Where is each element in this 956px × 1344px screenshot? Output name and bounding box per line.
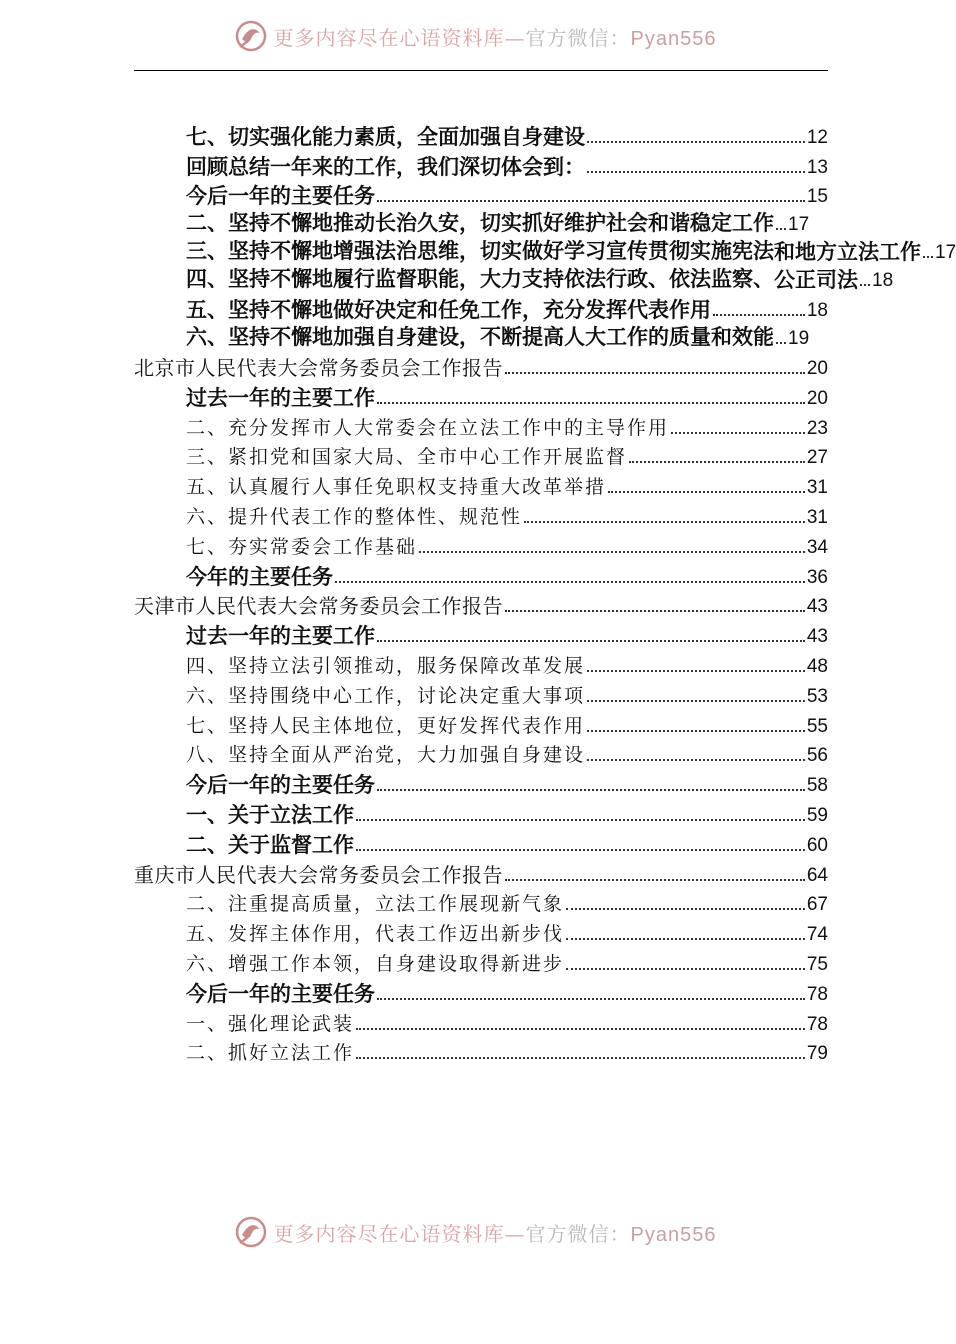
toc-entry[interactable] (134, 590, 828, 620)
toc-page-number: 58 (806, 775, 828, 797)
toc-page-number: 18 (872, 270, 894, 292)
toc-dot-leader (356, 1028, 805, 1030)
brand (234, 1215, 717, 1249)
toc-page-number: 34 (806, 536, 828, 558)
toc-page-number: 17 (935, 242, 956, 264)
toc-dot-leader (335, 581, 805, 583)
toc-page-number: 60 (806, 834, 828, 856)
toc-entry[interactable] (134, 619, 828, 649)
toc-page-number: 18 (806, 300, 828, 322)
toc-entry-title: 一、强化理论武装 (186, 1012, 355, 1035)
toc-page-number: 59 (806, 804, 828, 826)
toc-page-number: 17 (788, 214, 810, 236)
toc-entry[interactable] (134, 1007, 828, 1037)
footer-watermark (0, 1212, 950, 1252)
toc-page-number: 13 (806, 156, 828, 178)
toc-page-number: 79 (806, 1043, 828, 1065)
watermark-wechat-id: Pyan556 (630, 1223, 717, 1246)
toc-entry-title: 一、关于立法工作 (186, 802, 354, 827)
toc-entry-title: 二、关于监督工作 (186, 832, 354, 857)
toc-page-number: 64 (806, 864, 828, 886)
toc-page-number: 78 (806, 1013, 828, 1035)
toc-entry[interactable] (134, 679, 828, 709)
toc-dot-leader (587, 759, 805, 761)
toc-entry-title: 今年的主要任务 (186, 564, 333, 589)
toc-page-number: 53 (806, 685, 828, 707)
toc-entry[interactable] (134, 947, 828, 977)
toc-entry-title: 五、发挥主体作用，代表工作迈出新步伐 (186, 923, 565, 946)
toc-entry[interactable] (134, 120, 828, 150)
toc-dot-leader (587, 171, 805, 173)
brand (234, 19, 717, 53)
toc-entry-title: 过去一年的主要工作 (186, 385, 375, 410)
toc-page-number: 12 (806, 126, 828, 148)
toc-dot-leader (377, 402, 805, 404)
toc-entry[interactable] (134, 441, 828, 471)
toc-entry[interactable] (134, 180, 828, 210)
toc-entry[interactable] (134, 411, 828, 441)
toc-dot-leader (377, 789, 805, 791)
toc-dot-leader (629, 461, 805, 463)
toc-page-number: 67 (806, 894, 828, 916)
toc-entry[interactable] (134, 323, 828, 351)
toc-entry-title: 七、坚持人民主体地位，更好发挥代表作用 (186, 714, 586, 737)
watermark-text (274, 1218, 717, 1247)
toc-entry-title: 天津市人民代表大会常务委员会工作报告 (134, 594, 503, 619)
toc-dot-leader (776, 228, 786, 230)
toc-entry-title: 七、夯实常委会工作基础 (186, 535, 418, 558)
toc-entry-title: 六、提升代表工作的整体性、规范性 (186, 505, 523, 528)
toc-entry-title: 今后一年的主要任务 (186, 981, 375, 1006)
toc-entry-title: 重庆市人民代表大会常务委员会工作报告 (134, 862, 503, 887)
toc-dot-leader (356, 1057, 805, 1059)
toc-entry[interactable] (134, 798, 828, 828)
watermark-name: 更多内容尽在心语资料库 (273, 1221, 505, 1246)
toc-dot-leader (587, 670, 805, 672)
toc-entry[interactable] (134, 828, 828, 858)
watermark-wechat-label: 官方微信： (525, 1221, 631, 1246)
toc-entry-continuation (774, 209, 809, 237)
toc-entry[interactable] (134, 265, 894, 293)
toc-entry[interactable] (134, 977, 828, 1007)
toc-entry[interactable] (134, 293, 828, 323)
toc-entry[interactable] (134, 709, 828, 739)
toc-dot-leader (505, 610, 805, 612)
toc-page-number: 43 (806, 626, 828, 648)
toc-entry-title: 二、坚持不懈地推动长治久安，切实抓好维护社会和谐稳定工作 (186, 211, 774, 236)
toc-entry[interactable] (134, 768, 828, 798)
toc-entry-title: 五、认真履行人事任免职权支持重大改革举措 (186, 476, 607, 499)
toc-entry[interactable] (134, 351, 828, 381)
toc-entry[interactable] (134, 150, 828, 180)
toc-entry-title: 今后一年的主要任务 (186, 184, 375, 209)
toc-dot-leader (587, 700, 805, 702)
toc-entry-title-cont: 公正司法 (774, 268, 858, 293)
toc-entry[interactable] (134, 381, 828, 411)
toc-entry-title: 过去一年的主要工作 (186, 624, 375, 649)
toc-dot-leader (419, 551, 805, 553)
toc-dot-leader (776, 342, 786, 344)
table-of-contents (134, 120, 956, 1066)
toc-dot-leader (713, 314, 805, 316)
toc-dot-leader (587, 730, 805, 732)
toc-dot-leader (566, 908, 805, 910)
toc-page-number: 75 (806, 953, 828, 975)
toc-dot-leader (566, 968, 805, 970)
toc-entry-continuation (774, 323, 809, 351)
toc-page-number: 20 (806, 357, 828, 379)
toc-entry-title: 三、紧扣党和国家大局、全市中心工作开展监督 (186, 446, 628, 469)
toc-entry[interactable] (134, 530, 828, 560)
toc-page-number: 23 (806, 417, 828, 439)
toc-dot-leader (608, 491, 805, 493)
toc-entry-title: 北京市人民代表大会常务委员会工作报告 (134, 355, 503, 380)
toc-entry-continuation (774, 265, 893, 293)
toc-dot-leader (923, 256, 933, 258)
toc-entry-title: 八、坚持全面从严治党，大力加强自身建设 (186, 744, 586, 767)
watermark-wechat-label: 官方微信： (525, 25, 631, 50)
toc-page-number: 43 (806, 596, 828, 618)
toc-entry[interactable] (134, 858, 828, 888)
toc-page-number: 56 (806, 745, 828, 767)
toc-page-number: 48 (806, 655, 828, 677)
toc-page-number: 15 (806, 186, 828, 208)
brand-logo-icon (234, 1215, 268, 1249)
toc-dot-leader (566, 938, 805, 940)
watermark-sep: — (504, 1221, 526, 1246)
toc-entry-title: 六、坚持不懈地加强自身建设，不断提高人大工作的质量和效能 (186, 325, 774, 350)
toc-entry-title-cont: 和地方立法工作 (774, 240, 921, 265)
toc-page-number: 27 (806, 447, 828, 469)
header-rule (134, 70, 828, 71)
toc-entry-title: 七、切实强化能力素质，全面加强自身建设 (186, 124, 585, 149)
toc-dot-leader (671, 432, 805, 434)
toc-page-number: 36 (806, 566, 828, 588)
watermark-wechat-id: Pyan556 (630, 27, 717, 50)
toc-entry-title: 回顾总结一年来的工作，我们深切体会到： (186, 154, 585, 179)
toc-entry-continuation (774, 237, 956, 265)
toc-page-number: 74 (806, 924, 828, 946)
toc-page-number: 31 (806, 506, 828, 528)
toc-dot-leader (587, 141, 805, 143)
toc-entry-title: 四、坚持立法引领推动，服务保障改革发展 (186, 654, 586, 677)
toc-entry-title: 六、增强工作本领，自身建设取得新进步 (186, 952, 565, 975)
watermark-sep: — (504, 25, 526, 50)
toc-dot-leader (377, 640, 805, 642)
toc-dot-leader (860, 284, 870, 286)
toc-entry-title: 今后一年的主要任务 (186, 773, 375, 798)
toc-entry-title: 四、坚持不懈地履行监督职能，大力支持依法行政、依法监察、 (186, 267, 774, 292)
toc-entry[interactable] (134, 649, 828, 679)
toc-dot-leader (377, 998, 805, 1000)
toc-dot-leader (356, 819, 805, 821)
toc-entry[interactable] (134, 209, 828, 237)
toc-entry[interactable] (134, 917, 828, 947)
toc-dot-leader (505, 372, 805, 374)
watermark-name: 更多内容尽在心语资料库 (273, 25, 505, 50)
toc-entry-title: 三、坚持不懈地增强法治思维，切实做好学习宣传贯彻实施宪法 (186, 239, 774, 264)
toc-entry[interactable] (134, 560, 828, 590)
toc-entry[interactable] (134, 1037, 828, 1067)
toc-entry[interactable] (134, 888, 828, 918)
toc-entry[interactable] (134, 237, 956, 265)
toc-page-number: 19 (788, 328, 810, 350)
toc-page-number: 78 (806, 983, 828, 1005)
toc-entry-title: 二、注重提高质量，立法工作展现新气象 (186, 893, 565, 916)
toc-page-number: 31 (806, 477, 828, 499)
toc-entry-title: 六、坚持围绕中心工作，讨论决定重大事项 (186, 684, 586, 707)
brand-logo-icon (234, 19, 268, 53)
toc-dot-leader (524, 521, 805, 523)
toc-dot-leader (377, 200, 805, 202)
toc-page-number: 55 (806, 715, 828, 737)
toc-entry[interactable] (134, 739, 828, 769)
toc-dot-leader (505, 879, 805, 881)
toc-dot-leader (356, 849, 805, 851)
watermark-text (274, 22, 717, 51)
toc-entry[interactable] (134, 500, 828, 530)
toc-page-number: 20 (806, 387, 828, 409)
toc-entry-title: 五、坚持不懈地做好决定和任免工作，充分发挥代表作用 (186, 298, 711, 323)
toc-entry-title: 二、充分发挥市人大常委会在立法工作中的主导作用 (186, 416, 670, 439)
header-watermark (0, 16, 950, 56)
toc-entry[interactable] (134, 470, 828, 500)
toc-entry-title: 二、抓好立法工作 (186, 1042, 355, 1065)
